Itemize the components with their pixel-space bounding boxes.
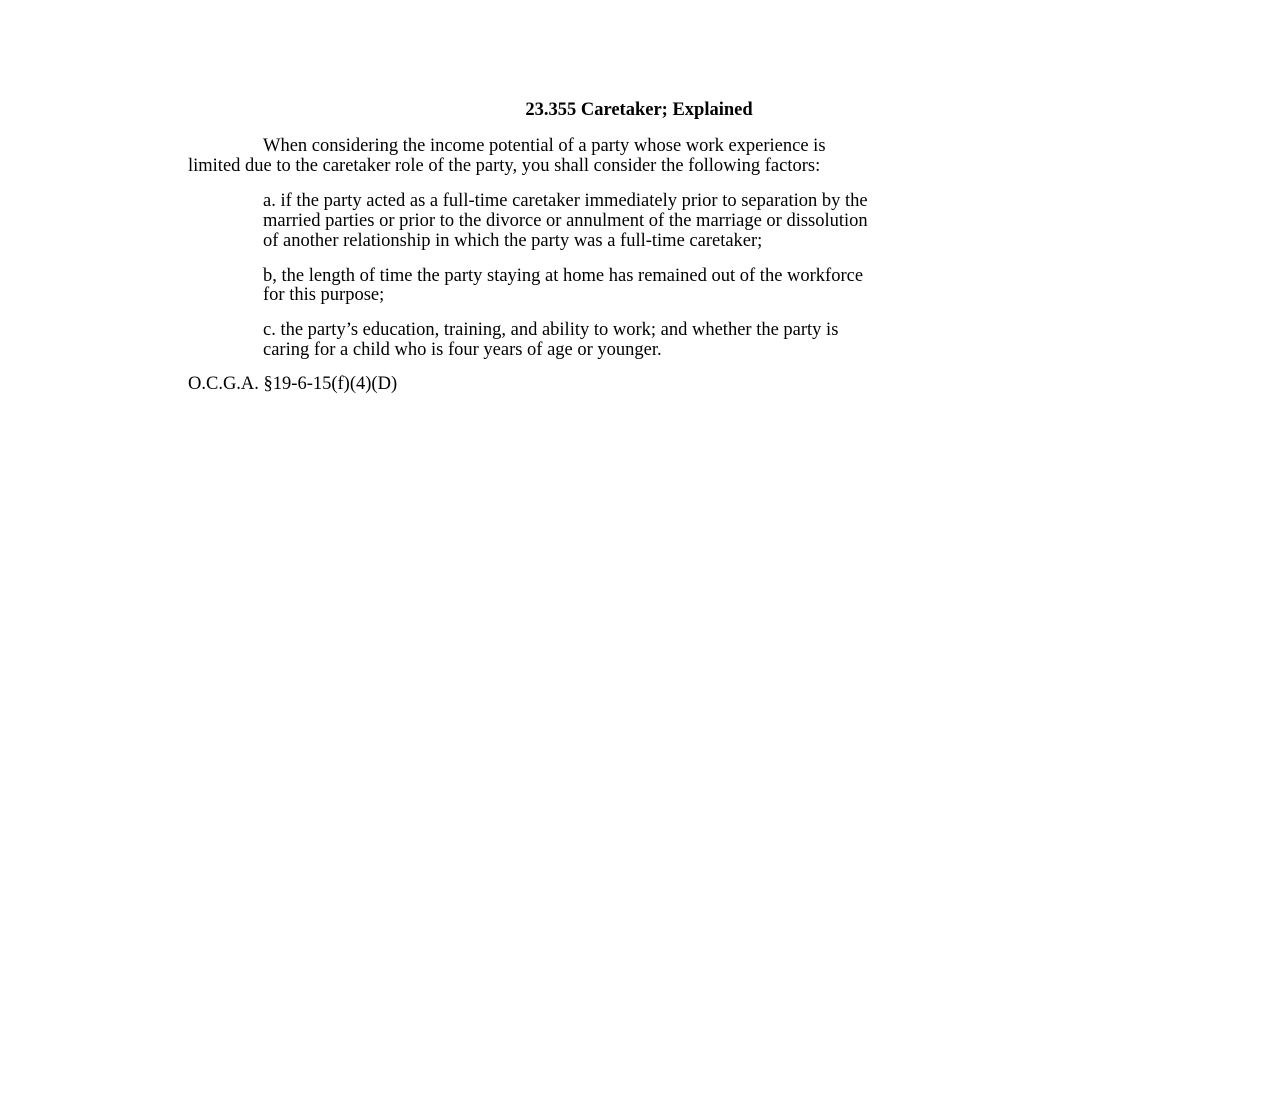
statute-citation: O.C.G.A. §19-6-15(f)(4)(D) [188, 374, 398, 395]
intro-line-2: limited due to the caretaker role of the party, you shall consider the following factors: [188, 155, 821, 176]
factor-c-line-2: caring for a child who is four years of age or younger. [263, 339, 662, 360]
document-page [188, 98, 1088, 395]
factor-a-line-2: married parties or prior to the divorce or annulment of the marriage or dissolution [263, 211, 868, 232]
factor-b-line-2: for this purpose; [263, 285, 385, 306]
factor-a-line-3: of another relationship in which the party was a full-time caretaker; [263, 230, 763, 251]
factor-c [263, 321, 1093, 360]
factor-a-line-1: a. if the party acted as a full-time caretaker immediately prior to separation by the [263, 191, 868, 212]
factor-a [263, 192, 1093, 251]
factor-c-line-1: c. the party’s education, training, and ability to work; and whether the party is [263, 319, 839, 340]
intro-line-1: When considering the income potential of a party whose work experience is [263, 136, 826, 156]
document-title: 23.355 Caretaker; Explained [525, 100, 753, 120]
factor-b-line-1: b, the length of time the party staying at home has remained out of the workforce [263, 265, 864, 286]
intro-paragraph [188, 137, 1058, 176]
factor-b [263, 267, 1093, 306]
